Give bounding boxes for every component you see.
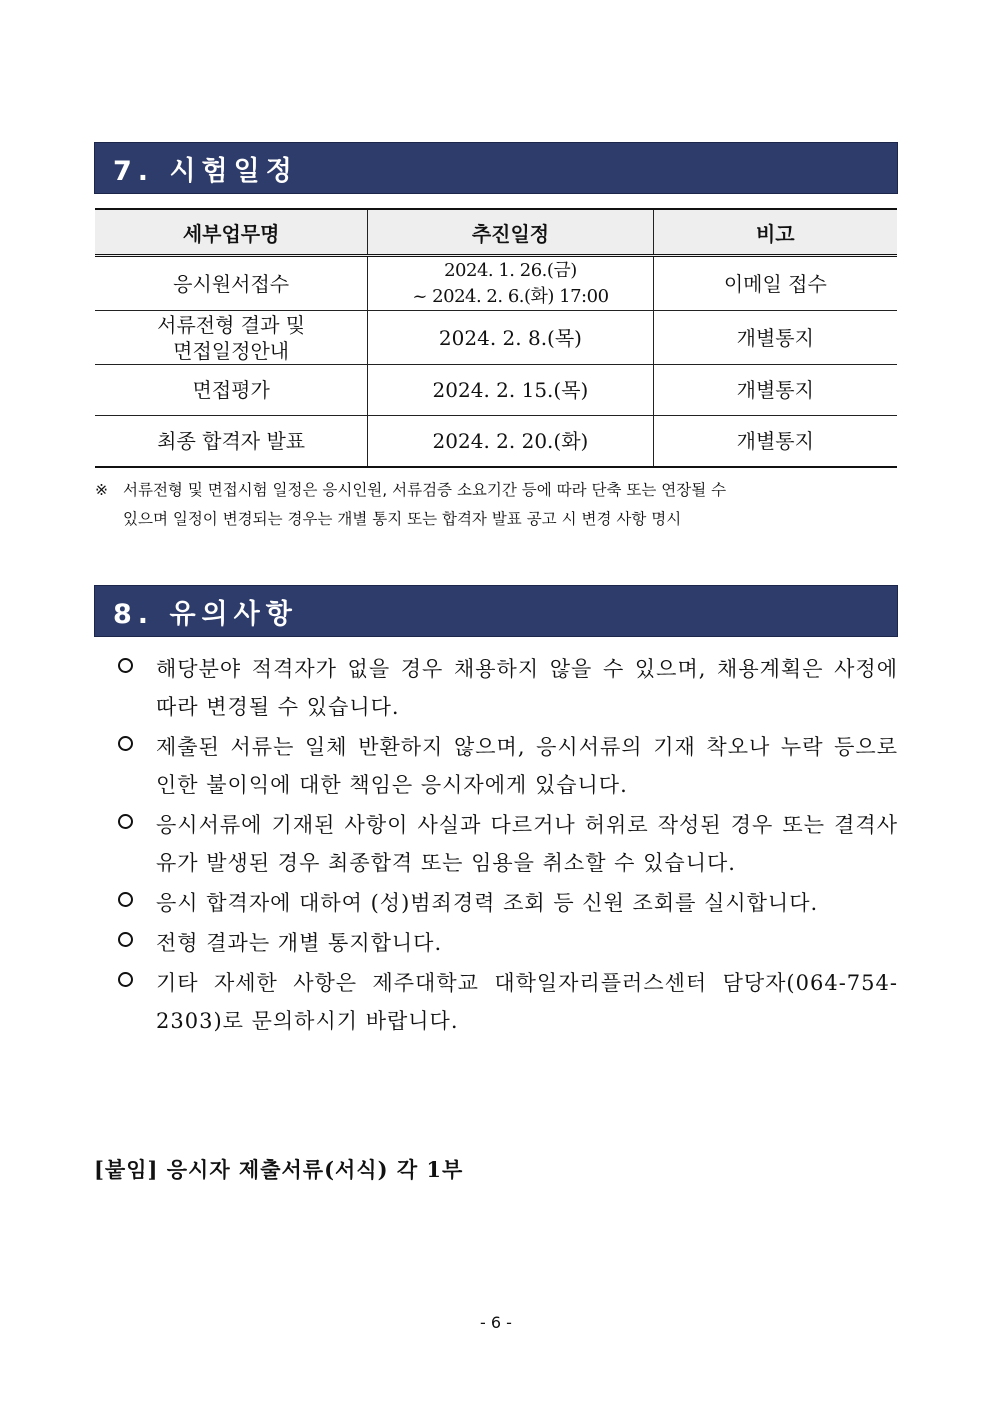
notice-text: 전형 결과는 개별 통지합니다.: [156, 931, 443, 955]
circle-bullet-icon: [118, 736, 133, 751]
circle-bullet-icon: [118, 972, 133, 987]
list-item: [118, 650, 898, 726]
notice-text: 제출된 서류는 일체 반환하지 않으며, 응시서류의 기재 착오나 누락 등으로 인한 불이익에 대한 책임은 응시자에게 있습니다.: [156, 735, 898, 797]
table-row: [95, 256, 897, 311]
page-number: - 6 -: [480, 1313, 512, 1332]
section-title-schedule: 7. 시험일정: [113, 155, 298, 187]
list-item: [118, 884, 898, 922]
header-task: 세부업무명: [95, 209, 368, 256]
reference-mark-icon: ※: [95, 481, 108, 499]
cell-task: 응시원서접수: [95, 256, 368, 311]
section-title-notice: 8. 유의사항: [113, 598, 298, 630]
task-line1: 서류전형 결과 및: [157, 312, 306, 337]
cell-date: 2024. 2. 20.(화): [368, 416, 653, 468]
cell-remark: 개별통지: [653, 416, 897, 468]
cell-task: 면접평가: [95, 365, 368, 416]
notice-text: 해당분야 적격자가 없을 경우 채용하지 않을 수 있으며, 채용계획은 사정에 따라 변경될 수 있습니다.: [156, 657, 898, 719]
schedule-note: [95, 476, 897, 534]
header-remark: 비고: [653, 209, 897, 256]
circle-bullet-icon: [118, 932, 133, 947]
table-row: [95, 365, 897, 416]
table-header-row: [95, 209, 897, 256]
list-item: [118, 806, 898, 882]
section-header-schedule: [94, 142, 898, 194]
cell-remark: 개별통지: [653, 311, 897, 365]
cell-date: 2024. 2. 15.(목): [368, 365, 653, 416]
notice-text: 응시 합격자에 대하여 (성)범죄경력 조회 등 신원 조회를 실시합니다.: [156, 891, 819, 915]
notice-list: [118, 650, 898, 1042]
section-header-notice: [94, 585, 898, 637]
cell-remark: 이메일 접수: [653, 256, 897, 311]
list-item: [118, 924, 898, 962]
circle-bullet-icon: [118, 892, 133, 907]
notice-text: 응시서류에 기재된 사항이 사실과 다르거나 허위로 작성된 경우 또는 결격사유가 발생된 경우 최종합격 또는 임용을 취소할 수 있습니다.: [156, 813, 898, 875]
circle-bullet-icon: [118, 658, 133, 673]
note-text-1: 서류전형 및 면접시험 일정은 응시인원, 서류검증 소요기간 등에 따라 단축 또는 연장될 수: [123, 481, 727, 499]
list-item: [118, 728, 898, 804]
list-item: [118, 964, 898, 1040]
cell-remark: 개별통지: [653, 365, 897, 416]
cell-date: 2024. 2. 8.(목): [368, 311, 653, 365]
cell-task: 최종 합격자 발표: [95, 416, 368, 468]
table-row: [95, 311, 897, 365]
attachment-line: [붙임] 응시자 제출서류(서식) 각 1부: [94, 1157, 464, 1182]
task-line2: 면접일정안내: [173, 338, 290, 363]
cell-task: [95, 311, 368, 365]
circle-bullet-icon: [118, 814, 133, 829]
date-line1: 2024. 1. 26.(금): [444, 259, 577, 281]
date-line2: ~ 2024. 2. 6.(화) 17:00: [412, 285, 609, 307]
header-date: 추진일정: [368, 209, 653, 256]
note-line1: [95, 476, 897, 505]
table-row: [95, 416, 897, 468]
notice-text: 기타 자세한 사항은 제주대학교 대학일자리플러스센터 담당자(064-754-2303)로 문의하시기 바랍니다.: [156, 971, 898, 1033]
schedule-table: [95, 208, 897, 468]
note-text-2: 있으며 일정이 변경되는 경우는 개별 통지 또는 합격자 발표 공고 시 변경 사항 명시: [123, 510, 682, 528]
cell-date: [368, 256, 653, 311]
